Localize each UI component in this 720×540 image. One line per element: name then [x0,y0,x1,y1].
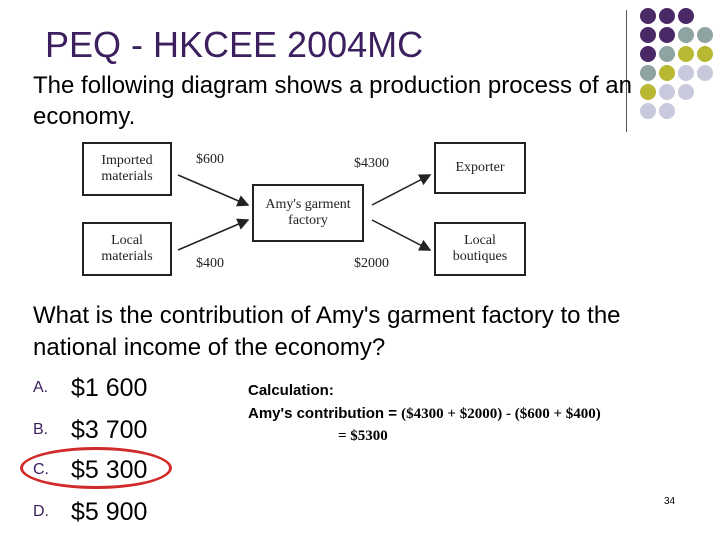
calculation-prefix: Amy's contribution = [248,405,402,422]
exporter-box: Exporter [434,142,526,194]
amount-exporter: $4300 [354,156,389,171]
decorative-dot [640,8,656,24]
local-boutiques-box: Local boutiques [434,222,526,276]
page-number: 34 [664,496,676,507]
arrow-factory-to-exporter [372,175,430,205]
decorative-dot [678,46,694,62]
page-title: PEQ - HKCEE 2004MC [45,24,424,65]
local-materials-box: Local materials [82,222,172,276]
calculation-result: = $5300 [338,428,388,444]
arrow-local-to-factory [178,220,248,250]
arrow-factory-to-boutiques [372,220,430,250]
intro-text: The following diagram shows a production process of an economy. [33,72,632,130]
amount-boutiques: $2000 [354,256,389,271]
decorative-dot [640,84,656,100]
option-value: $1 600 [71,373,148,402]
option-d[interactable] [33,492,147,532]
calculation-formula-line [248,405,601,423]
decorative-dot [659,103,675,119]
decorative-dot [640,46,656,62]
decorative-dot [659,46,675,62]
decorative-dot [640,65,656,81]
calculation-heading: Calculation: [248,382,334,399]
imported-materials-box: Imported materials [82,142,172,196]
option-letter: C. [33,461,49,478]
decorative-dot [678,65,694,81]
decorative-dot [659,27,675,43]
amount-imported: $600 [196,152,224,167]
decorative-dot [659,84,675,100]
decorative-dot [640,27,656,43]
decorative-dot [697,46,713,62]
decorative-dot [678,84,694,100]
option-value: $5 900 [71,497,148,526]
option-letter: D. [33,503,49,520]
decorative-dot [678,8,694,24]
calculation-formula: ($4300 + $2000) - ($600 + $400) [401,406,601,422]
option-a[interactable] [33,368,147,408]
option-value: $5 300 [71,455,148,484]
amount-local: $400 [196,256,224,271]
decorative-dot [659,8,675,24]
option-b[interactable] [33,410,147,450]
option-letter: A. [33,379,49,396]
answer-highlight-circle [20,447,172,489]
decorative-dot [659,65,675,81]
question-text: What is the contribution of Amy's garment factory to the national income of the economy? [33,302,621,361]
option-letter: B. [33,421,49,438]
decorative-dot [697,65,713,81]
factory-box: Amy's garment factory [252,184,364,242]
decorative-dot [678,27,694,43]
option-value: $3 700 [71,415,148,444]
arrow-imported-to-factory [178,175,248,205]
decorative-dot [697,27,713,43]
decorative-dot [640,103,656,119]
